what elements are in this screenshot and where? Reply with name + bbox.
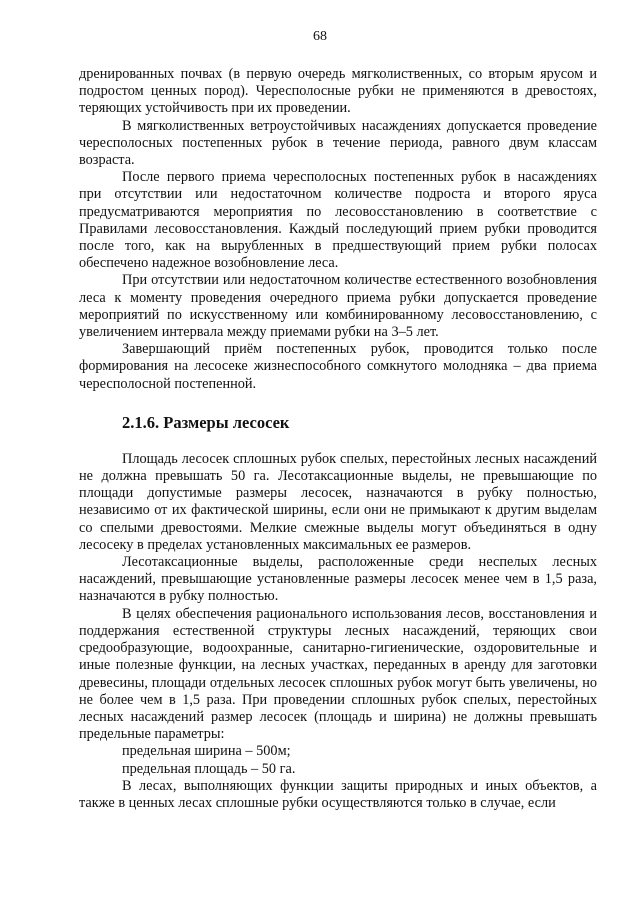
paragraph: дренированных почвах (в первую очередь мягколиственных, со вторым ярусом и подростом ценных пород). Чересполосные рубки не применяются в древостоях, теряющих устойчивость при их проведении. [79, 66, 597, 117]
paragraph: Лесотаксационные выделы, расположенные среди неспелых лесных насаждений, превышающие установленные размеры лесосек менее чем в 1,5 раза, назначаются в рубку полностью. [79, 554, 597, 605]
paragraph: Площадь лесосек сплошных рубок спелых, перестойных лесных насаждений не должна превышать 50 га. Лесотаксационные выделы, не превышающие по площади допустимые размеры лесосек, назначаются в рубку полностью, независимо от их фактической ширины, если они не примыкают к другим выделам со спелыми древостоями. Мелкие смежные выделы могут объединяться в одну лесосеку в пределах установленных максимальных ее размеров. [79, 450, 597, 553]
paragraph: В мягколиственных ветроустойчивых насаждениях допускается проведение чересполосных постепенных рубок в течение периода, равного двум классам возраста. [79, 117, 597, 169]
paragraph: В лесах, выполняющих функции защиты природных и иных объектов, а также в ценных лесах сплошные рубки осуществляются только в случае, если [79, 777, 597, 811]
document-body [79, 66, 597, 812]
paragraph: После первого приема чересполосных постепенных рубок в насаждениях при отсутствии или недостаточном количестве подроста и второго яруса предусматриваются мероприятия по лесовосстановлению в соответствие с Правилами лесовосстановления. Каждый последующий прием рубки проводится после того, как на вырубленных в предшествующий прием рубки полосах обеспечено надежное возобновление леса. [79, 169, 597, 272]
paragraph: При отсутствии или недостаточном количестве естественного возобновления леса к моменту проведения очередного приема рубки допускается проведение мероприятий по искусственному или комбинированному лесовосстановлению, с увеличением интервала между приемами рубки на 3–5 лет. [79, 272, 597, 341]
section-heading: 2.1.6. Размеры лесосек [122, 412, 290, 432]
paragraph: В целях обеспечения рационального использования лесов, восстановления и поддержания естественной структуры лесных насаждений, теряющих свои средообразующие, водоохранные, санитарно-гигиенические, оздоровительные и иные полезные функции, на лесных участках, переданных в аренду для заготовки древесины, площади отдельных лесосек сплошных рубок могут быть увеличены, но не более чем в 1,5 раза. При проведении сплошных рубок спелых, перестойных лесных насаждений размер лесосек (площадь и ширина) не должны превышать предельные параметры: [79, 605, 597, 743]
page-number: 68 [313, 29, 327, 44]
list-item: предельная ширина – 500м; [122, 743, 291, 760]
paragraph: Завершающий приём постепенных рубок, проводится только после формирования на лесосеке жизнеспособного сомкнутого молодняка – два приема чересполосной постепенной. [79, 341, 597, 392]
list-item: предельная площадь – 50 га. [122, 760, 296, 777]
